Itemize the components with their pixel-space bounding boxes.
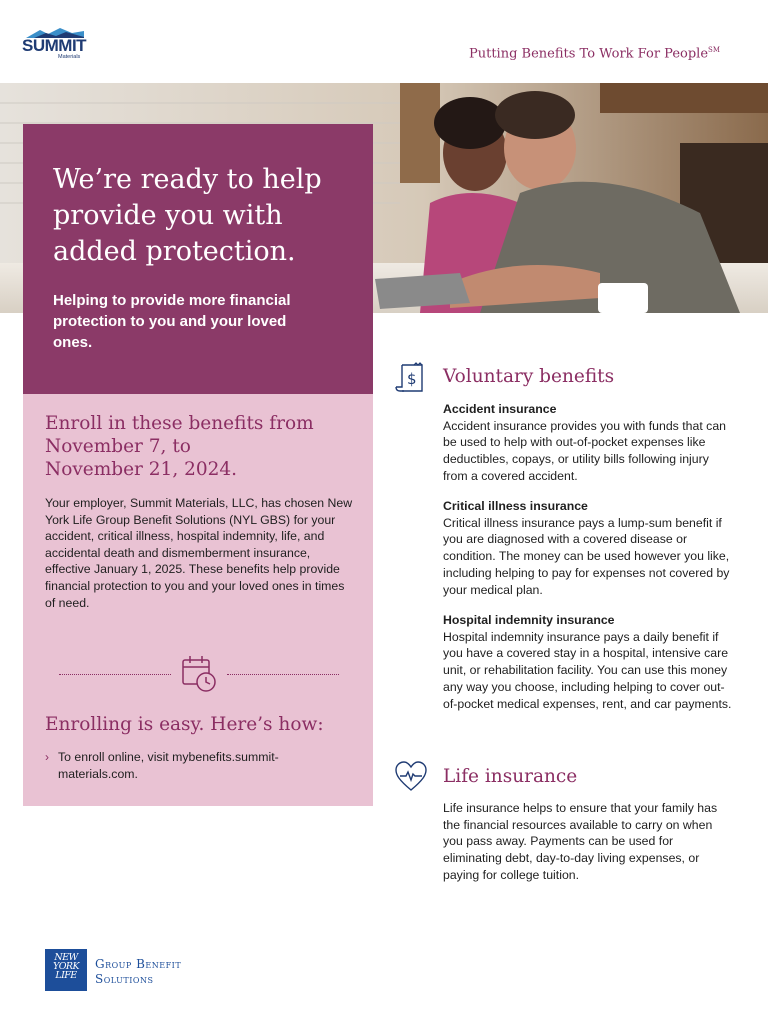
- hero-title: We’re ready to help provide you with added protection.: [53, 164, 322, 267]
- heartbeat-icon: [394, 760, 428, 794]
- benefit-description: Critical illness insurance pays a lump-sum benefit if you are diagnosed with a covered disease or condition. The money can be used however you like, including helping to pay for expenses not covered by your medical plan.: [443, 515, 730, 597]
- enrollment-heading-line: Enroll in these benefits from: [45, 413, 314, 434]
- new-york-life-logo: [45, 949, 87, 991]
- enrolling-heading: Enrolling is easy. Here’s how:: [45, 714, 324, 735]
- gbs-line: Group Benefit: [95, 957, 182, 971]
- logo-line: NEW: [54, 952, 78, 963]
- tagline-text: Putting Benefits To Work For People: [468, 46, 709, 62]
- calendar-divider: [59, 654, 339, 694]
- enrollment-body: Your employer, Summit Materials, LLC, has chosen New York Life Group Benefit Solutions (NYL GBS) for your accident, critical illness, hospital indemnity, life, and accidental death and dismemberment insurance, effective January 1, 2025. These benefits help provide financial protection to you and your loved ones in times of need.: [45, 496, 353, 610]
- benefit-description: Hospital indemnity insurance pays a daily benefit if you have a covered stay in a hospital, intensive care unit, or rehabilitation facility. You can use this money any way you choose, including helping to cover out-of-pocket medical expenses, rent, and car payments.: [443, 629, 732, 711]
- summit-logo: [22, 28, 92, 62]
- logo-wordmark: SUMMIT: [22, 36, 87, 55]
- gbs-line: Solutions: [95, 972, 154, 986]
- benefit-name: Accident insurance: [443, 402, 557, 416]
- logo-subtitle: Materials: [58, 54, 81, 60]
- dotted-divider: [59, 674, 171, 675]
- svg-text:$: $: [407, 370, 417, 388]
- benefit-name: Hospital indemnity insurance: [443, 613, 615, 627]
- enroll-step-text: To enroll online, visit mybenefits.summit-materials.com.: [58, 750, 279, 781]
- hero-subtitle: Helping to provide more financial protection to you and your loved ones.: [53, 292, 291, 351]
- benefit-description: Accident insurance provides you with funds that can be used to help with out-of-pocket expenses like deductibles, copays, or utility bills following injury from a covered accident.: [443, 418, 726, 483]
- tagline: [469, 46, 720, 61]
- benefit-hospital-indemnity: [443, 612, 733, 712]
- chevron-right-icon: ›: [45, 750, 49, 764]
- calendar-clock-icon: [181, 654, 217, 694]
- life-insurance-body: Life insurance helps to ensure that your family has the financial resources available to carry on when you pass away. Payments can be used for eliminating debt, day-to-day living expenses, or paying for college tuition.: [443, 801, 718, 882]
- voluntary-benefits-title: Voluntary benefits: [443, 366, 615, 387]
- benefit-name: Critical illness insurance: [443, 499, 588, 513]
- hero-panel: [23, 124, 373, 394]
- logo-line: LIFE: [55, 970, 77, 981]
- enrollment-panel: [23, 394, 373, 806]
- benefit-critical-illness: [443, 498, 733, 598]
- enrollment-heading-line: November 21, 2024.: [45, 459, 238, 480]
- enroll-step: [45, 749, 345, 783]
- life-insurance-title: Life insurance: [443, 766, 578, 787]
- dotted-divider: [227, 674, 339, 675]
- service-mark: SM: [708, 46, 720, 54]
- benefit-accident: [443, 401, 733, 485]
- enrollment-heading: [45, 412, 345, 481]
- group-benefit-solutions-wordmark: [95, 957, 181, 987]
- logo-line: YORK: [53, 961, 79, 972]
- enrollment-heading-line: November 7, to: [45, 436, 191, 457]
- receipt-dollar-icon: [394, 361, 428, 395]
